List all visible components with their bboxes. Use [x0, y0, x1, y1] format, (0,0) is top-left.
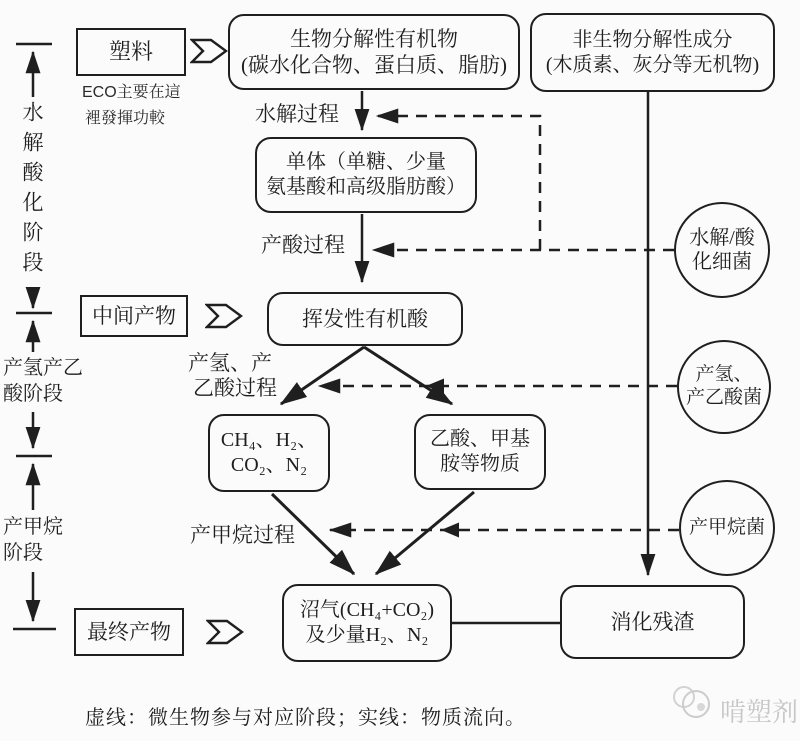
acidogenesis-process-label: 产酸过程: [261, 233, 345, 257]
block-arrow-plastic-icon: [190, 37, 228, 65]
biodegradable-box: 生物分解性有机物 (碳水化合物、蛋白质、脂肪): [228, 14, 520, 90]
digestion-residue-box: 消化残渣: [560, 585, 745, 659]
block-arrow-intermediate-icon: [205, 302, 243, 330]
watermark-text: 啃塑剂: [720, 697, 799, 727]
watermark-logo-icon: [666, 681, 716, 723]
arrow-volatile-to-acetate: [364, 347, 452, 404]
hydrolytic-bacteria-circle: 水解/酸 化细菌: [674, 202, 770, 298]
methanogenic-bacteria-circle: 产甲烷菌: [679, 480, 775, 576]
acetogenic-bacteria-circle: 产氢、 产乙酸菌: [677, 340, 771, 434]
methanogenesis-process-label: 产甲烷过程: [190, 523, 295, 547]
nonbiodegradable-box: 非生物分解性成分 (木质素、灰分等无机物): [530, 13, 775, 92]
acetogenesis-process-label-line1: 产氢、产: [188, 351, 272, 375]
stage-label-methanogenesis-line1: 产甲烷: [3, 516, 63, 538]
acetate-box: 乙酸、甲基 胺等物质: [414, 414, 546, 490]
block-arrow-final-icon: [206, 618, 244, 646]
legend-caption: 虚线：微生物参与对应阶段；实线：物质流向。: [85, 707, 526, 729]
arrow-volatile-to-gas1: [281, 347, 364, 404]
hydrolysis-process-label: 水解过程: [255, 102, 339, 126]
stage-label-methanogenesis-line2: 阶段: [3, 542, 43, 564]
acetogenesis-process-label-line2: 乙酸过程: [193, 376, 277, 400]
biogas-box: 沼气(CH₄+CO₂) 及少量H₂、N₂: [282, 584, 452, 662]
stage-label-hydrolysis-acidification: 水解酸化阶段: [20, 101, 44, 281]
arrow-acetate-to-biogas: [376, 492, 474, 574]
final-product-box: 最终产物: [74, 608, 184, 656]
volatile-acid-box: 挥发性有机酸: [267, 292, 463, 346]
eco-note: ECO主要在這 裡發揮功較: [82, 84, 181, 127]
gas-products-box: CH₄、H₂、 CO₂、N₂: [208, 414, 330, 492]
dashed-arrowhead-biogas-right: [441, 523, 459, 538]
stage-label-acetogenesis-line1: 产氢产乙: [3, 357, 83, 379]
plastic-box: 塑料: [76, 28, 186, 76]
stage-label-acetogenesis-line2: 酸阶段: [3, 383, 63, 405]
intermediate-product-box: 中间产物: [80, 295, 188, 337]
monomer-box: 单体（单糖、少量 氨基酸和高级脂肪酸）: [255, 137, 477, 213]
